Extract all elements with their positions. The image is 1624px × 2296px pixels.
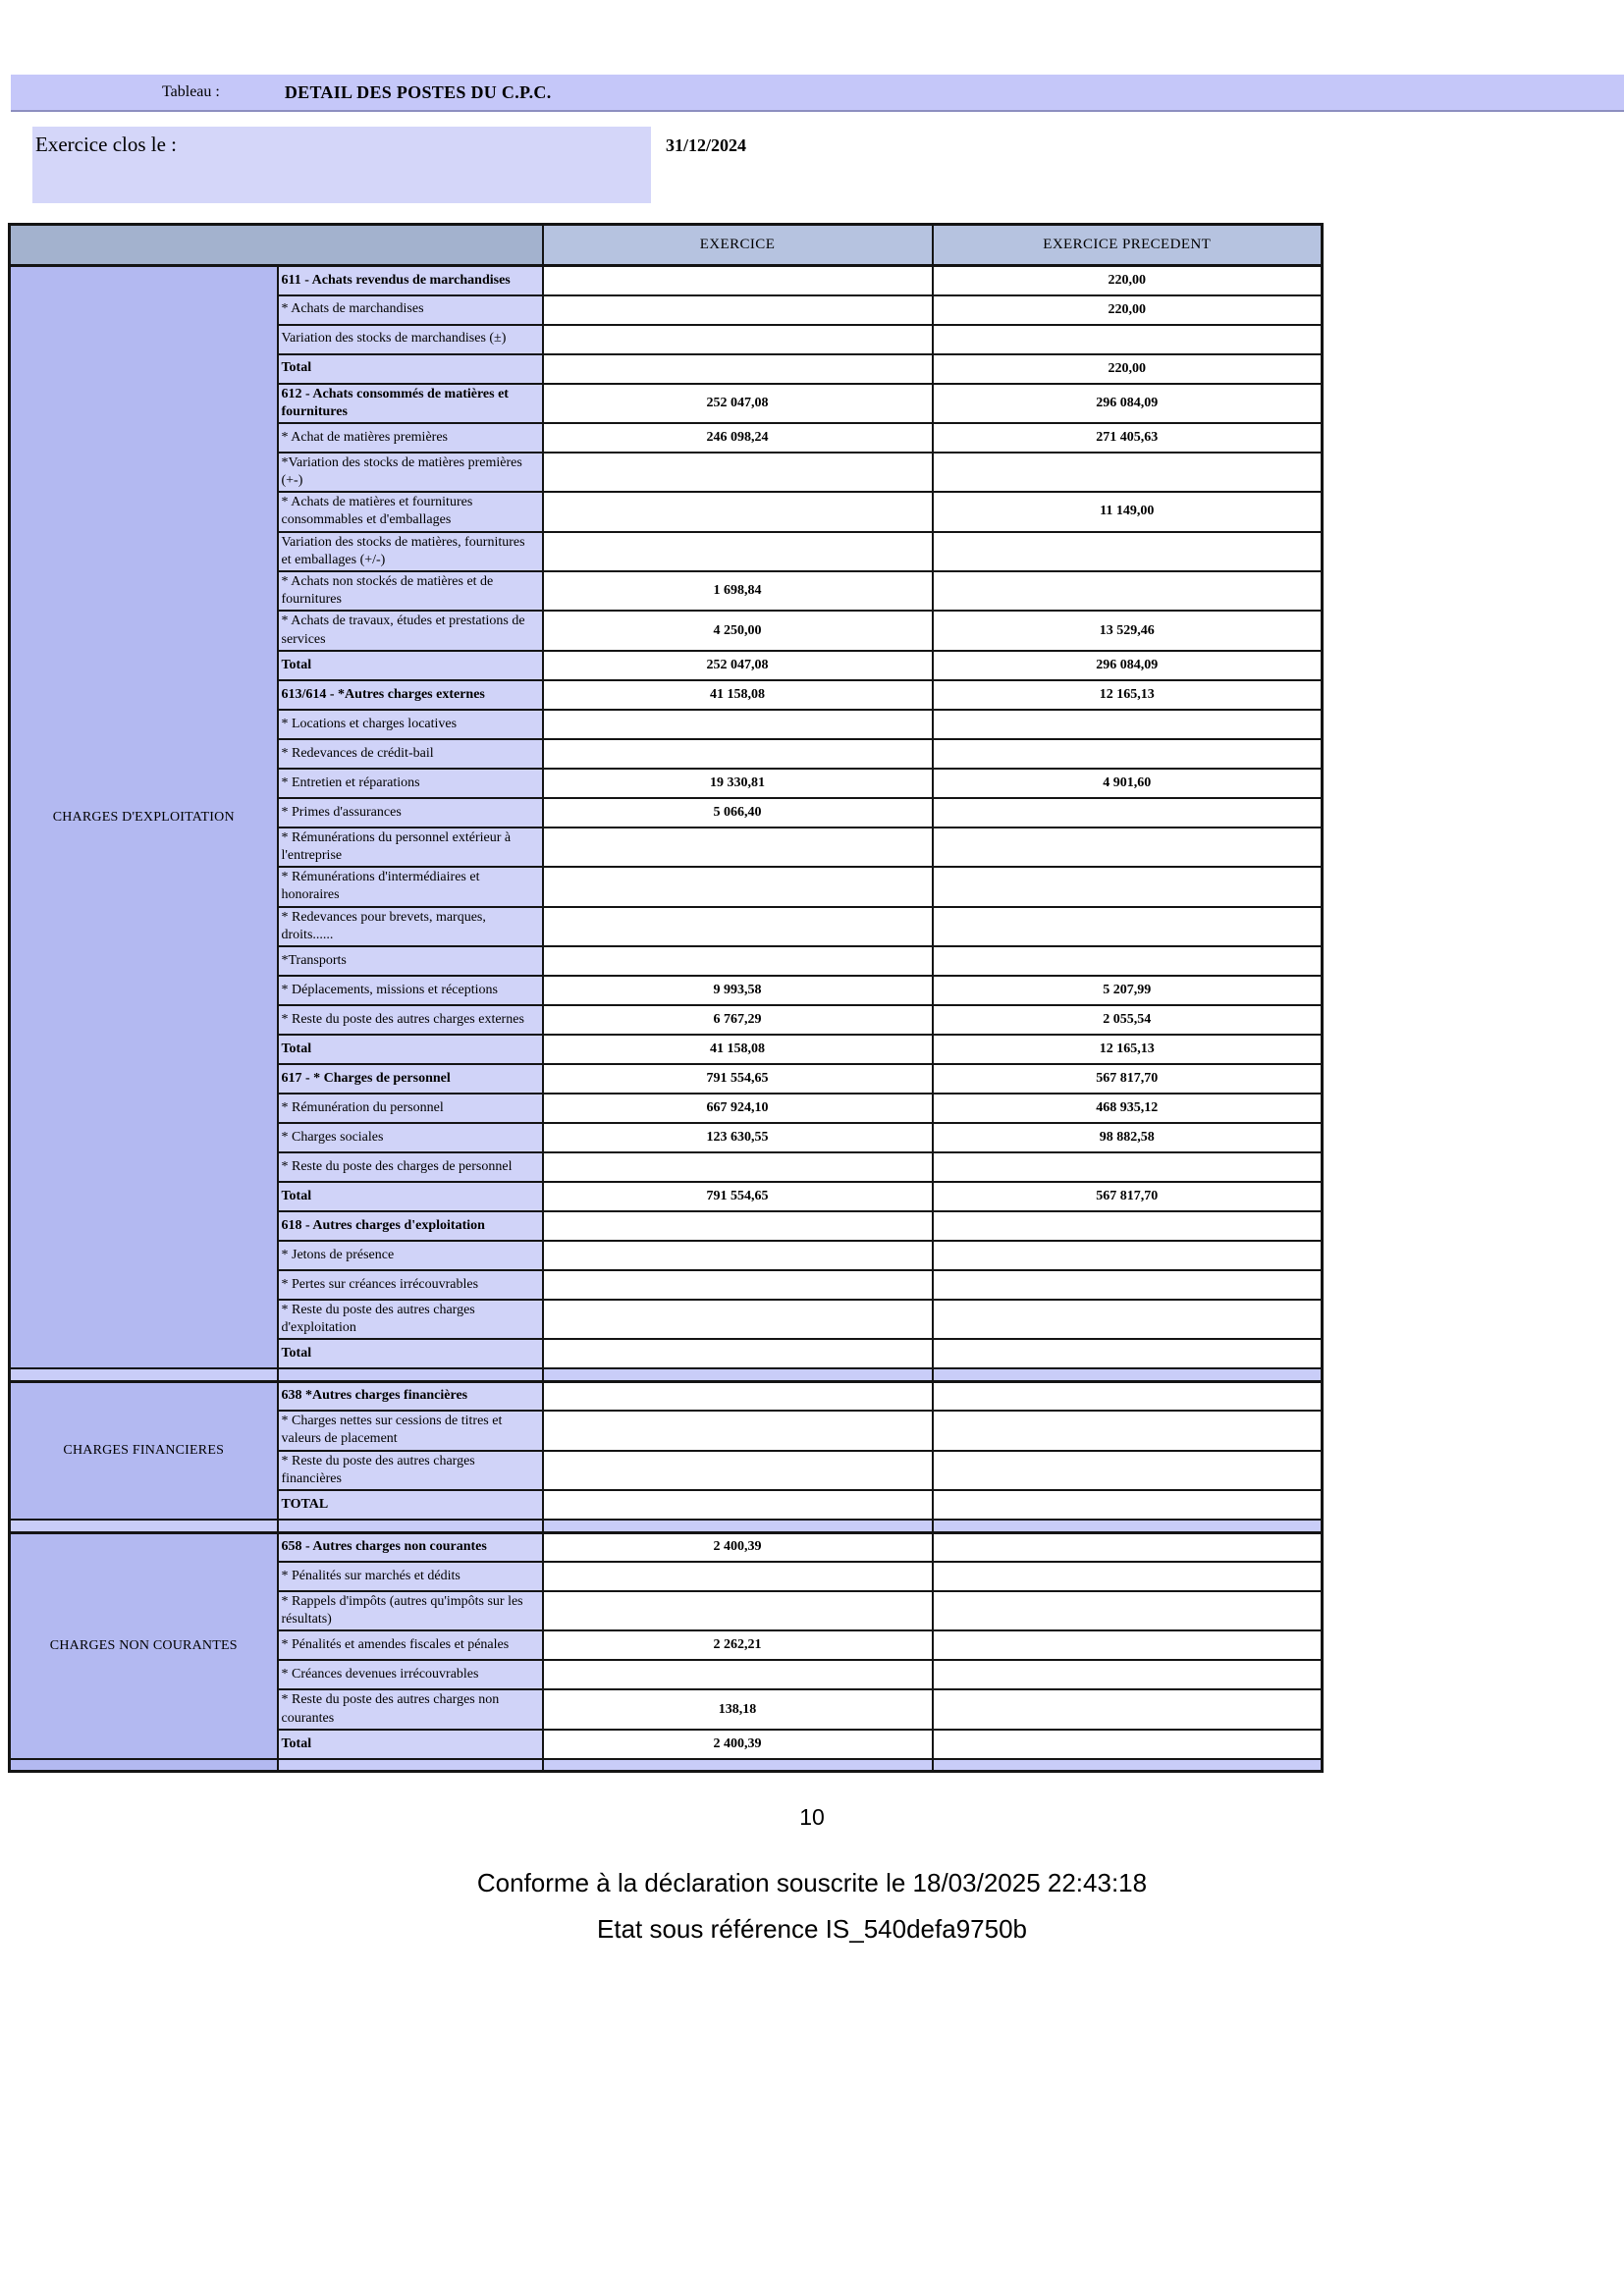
precedent-value-cell: 5 207,99 [933, 976, 1323, 1005]
row-label-cell: * Achats de travaux, études et prestations de services [278, 611, 543, 650]
row-label-cell: * Pénalités et amendes fiscales et pénales [278, 1630, 543, 1660]
precedent-value-cell [933, 453, 1323, 492]
exercice-value-cell [543, 1381, 933, 1411]
exercice-value-cell [543, 946, 933, 976]
exercice-value-cell: 19 330,81 [543, 769, 933, 798]
exercice-value-cell [543, 354, 933, 384]
row-label-cell: * Rémunérations du personnel extérieur à l'entreprise [278, 828, 543, 867]
row-label-cell: Total [278, 1182, 543, 1211]
row-label-cell: * Achats de marchandises [278, 295, 543, 325]
row-label-cell: 611 - Achats revendus de marchandises [278, 266, 543, 295]
exercice-value-cell: 123 630,55 [543, 1123, 933, 1152]
precedent-value-cell [933, 739, 1323, 769]
precedent-value-cell [933, 828, 1323, 867]
exercice-value-cell [543, 1591, 933, 1630]
exercice-value-cell: 791 554,65 [543, 1182, 933, 1211]
exercice-value-cell: 2 400,39 [543, 1730, 933, 1759]
row-label-cell: * Rémunération du personnel [278, 1094, 543, 1123]
spacer-cell [933, 1368, 1323, 1381]
precedent-value-cell: 296 084,09 [933, 384, 1323, 423]
spacer-cell [543, 1368, 933, 1381]
exercice-value-cell [543, 1562, 933, 1591]
tableau-label: Tableau : [162, 83, 220, 100]
table-body [10, 266, 1323, 1772]
row-label-cell: * Reste du poste des autres charges non courantes [278, 1689, 543, 1729]
spacer-row [10, 1520, 1323, 1532]
exercice-value-cell: 5 066,40 [543, 798, 933, 828]
precedent-value-cell: 567 817,70 [933, 1182, 1323, 1211]
precedent-value-cell [933, 1660, 1323, 1689]
spacer-cell [543, 1759, 933, 1772]
precedent-value-cell [933, 1630, 1323, 1660]
precedent-value-cell [933, 1152, 1323, 1182]
precedent-value-cell: 220,00 [933, 354, 1323, 384]
table-header-row [10, 225, 1323, 266]
precedent-value-cell: 11 149,00 [933, 492, 1323, 531]
row-label-cell: 638 *Autres charges financières [278, 1381, 543, 1411]
row-label-cell: * Créances devenues irrécouvrables [278, 1660, 543, 1689]
precedent-value-cell: 220,00 [933, 266, 1323, 295]
row-label-cell: * Charges nettes sur cessions de titres et valeurs de placement [278, 1411, 543, 1450]
row-label-cell: 617 - * Charges de personnel [278, 1064, 543, 1094]
row-label-cell: 658 - Autres charges non courantes [278, 1532, 543, 1562]
page-number: 10 [799, 1804, 825, 1831]
row-label-cell: *Transports [278, 946, 543, 976]
exercice-value-cell: 138,18 [543, 1689, 933, 1729]
precedent-value-cell [933, 946, 1323, 976]
group-label-cell: CHARGES D'EXPLOITATION [10, 266, 278, 1369]
precedent-value-cell: 12 165,13 [933, 680, 1323, 710]
row-label-cell: * Reste du poste des autres charges financières [278, 1451, 543, 1490]
precedent-value-cell [933, 325, 1323, 354]
spacer-cell [10, 1520, 278, 1532]
exercice-value-cell [543, 1300, 933, 1339]
row-label-cell: * Locations et charges locatives [278, 710, 543, 739]
exercice-value-cell [543, 907, 933, 946]
precedent-value-cell [933, 1490, 1323, 1520]
row-label-cell: * Jetons de présence [278, 1241, 543, 1270]
row-label-cell: * Reste du poste des charges de personnel [278, 1152, 543, 1182]
table-row [10, 1532, 1323, 1562]
row-label-cell: * Pénalités sur marchés et dédits [278, 1562, 543, 1591]
exercice-value-cell [543, 266, 933, 295]
exercice-value-cell: 4 250,00 [543, 611, 933, 650]
exercice-date: 31/12/2024 [666, 135, 747, 155]
row-label-cell: * Redevances de crédit-bail [278, 739, 543, 769]
spacer-cell [10, 1368, 278, 1381]
spacer-cell [278, 1759, 543, 1772]
precedent-value-cell [933, 1211, 1323, 1241]
exercice-value-cell: 667 924,10 [543, 1094, 933, 1123]
precedent-value-cell [933, 532, 1323, 571]
row-label-cell: * Pertes sur créances irrécouvrables [278, 1270, 543, 1300]
exercice-value-cell: 41 158,08 [543, 1035, 933, 1064]
exercice-value-cell: 246 098,24 [543, 423, 933, 453]
row-label-cell: * Rappels d'impôts (autres qu'impôts sur les résultats) [278, 1591, 543, 1630]
col-header-exercice: EXERCICE [543, 225, 933, 266]
precedent-value-cell [933, 867, 1323, 906]
exercice-value-cell [543, 325, 933, 354]
row-label-cell: * Reste du poste des autres charges externes [278, 1005, 543, 1035]
spacer-cell [278, 1368, 543, 1381]
exercice-value-cell [543, 828, 933, 867]
precedent-value-cell [933, 1451, 1323, 1490]
row-label-cell: Variation des stocks de matières, fournitures et emballages (+/-) [278, 532, 543, 571]
row-label-cell: * Primes d'assurances [278, 798, 543, 828]
precedent-value-cell [933, 1381, 1323, 1411]
table-row [10, 266, 1323, 295]
row-label-cell: 618 - Autres charges d'exploitation [278, 1211, 543, 1241]
exercice-value-cell [543, 1411, 933, 1450]
row-label-cell: * Charges sociales [278, 1123, 543, 1152]
exercice-section [32, 127, 916, 203]
precedent-value-cell [933, 1591, 1323, 1630]
col-header-exercice-precedent: EXERCICE PRECEDENT [933, 225, 1323, 266]
exercice-clos-box [32, 127, 651, 203]
row-label-cell: * Reste du poste des autres charges d'exploitation [278, 1300, 543, 1339]
precedent-value-cell [933, 1532, 1323, 1562]
spacer-row [10, 1368, 1323, 1381]
exercice-value-cell [543, 739, 933, 769]
row-label-cell: * Rémunérations d'intermédiaires et honoraires [278, 867, 543, 906]
spacer-row [10, 1759, 1323, 1772]
exercice-value-cell [543, 532, 933, 571]
group-label-cell: CHARGES FINANCIERES [10, 1381, 278, 1520]
row-label-cell: Total [278, 1035, 543, 1064]
header-corner-cell [10, 225, 543, 266]
exercice-value-cell [543, 1339, 933, 1368]
row-label-cell: *Variation des stocks de matières premières (+-) [278, 453, 543, 492]
precedent-value-cell [933, 1730, 1323, 1759]
precedent-value-cell: 4 901,60 [933, 769, 1323, 798]
precedent-value-cell: 220,00 [933, 295, 1323, 325]
exercice-value-cell: 2 400,39 [543, 1532, 933, 1562]
cpc-table [8, 223, 1324, 1773]
spacer-cell [933, 1520, 1323, 1532]
precedent-value-cell [933, 710, 1323, 739]
exercice-value-cell [543, 453, 933, 492]
exercice-value-cell [543, 1490, 933, 1520]
document-title: DETAIL DES POSTES DU C.P.C. [284, 81, 552, 102]
row-label-cell: * Achat de matières premières [278, 423, 543, 453]
exercice-value-cell: 252 047,08 [543, 651, 933, 680]
row-label-cell: Total [278, 1339, 543, 1368]
precedent-value-cell [933, 1411, 1323, 1450]
exercice-value-cell: 791 554,65 [543, 1064, 933, 1094]
exercice-value-cell [543, 492, 933, 531]
table-header [10, 225, 1323, 266]
title-bar [11, 75, 1624, 112]
precedent-value-cell: 2 055,54 [933, 1005, 1323, 1035]
table-row [10, 1381, 1323, 1411]
exercice-value-cell [543, 295, 933, 325]
row-label-cell: 612 - Achats consommés de matières et fournitures [278, 384, 543, 423]
spacer-cell [933, 1759, 1323, 1772]
page-footer [0, 1804, 1624, 1945]
spacer-cell [543, 1520, 933, 1532]
precedent-value-cell: 296 084,09 [933, 651, 1323, 680]
precedent-value-cell: 98 882,58 [933, 1123, 1323, 1152]
exercice-value-cell [543, 1270, 933, 1300]
exercice-value-cell [543, 1211, 933, 1241]
row-label-cell: * Achats de matières et fournitures consommables et d'emballages [278, 492, 543, 531]
precedent-value-cell: 271 405,63 [933, 423, 1323, 453]
group-label-cell: CHARGES NON COURANTES [10, 1532, 278, 1759]
exercice-value-cell [543, 867, 933, 906]
exercice-value-cell: 6 767,29 [543, 1005, 933, 1035]
precedent-value-cell [933, 1241, 1323, 1270]
exercice-value-cell [543, 710, 933, 739]
precedent-value-cell [933, 1270, 1323, 1300]
exercice-value-cell [543, 1660, 933, 1689]
precedent-value-cell [933, 798, 1323, 828]
exercice-value-cell: 9 993,58 [543, 976, 933, 1005]
exercice-value-cell: 41 158,08 [543, 680, 933, 710]
row-label-cell: Total [278, 651, 543, 680]
exercice-value-cell [543, 1451, 933, 1490]
row-label-cell: * Entretien et réparations [278, 769, 543, 798]
exercice-clos-label: Exercice clos le : [35, 133, 178, 156]
row-label-cell: Total [278, 354, 543, 384]
spacer-cell [278, 1520, 543, 1532]
exercice-value-cell: 1 698,84 [543, 571, 933, 611]
row-label-cell: 613/614 - *Autres charges externes [278, 680, 543, 710]
row-label-cell: * Redevances pour brevets, marques, droits...... [278, 907, 543, 946]
row-label-cell: Total [278, 1730, 543, 1759]
precedent-value-cell: 13 529,46 [933, 611, 1323, 650]
precedent-value-cell: 567 817,70 [933, 1064, 1323, 1094]
spacer-cell [10, 1759, 278, 1772]
exercice-value-cell: 252 047,08 [543, 384, 933, 423]
footer-reference-line: Etat sous référence IS_540defa9750b [597, 1914, 1027, 1945]
exercice-value-cell [543, 1152, 933, 1182]
row-label-cell: * Achats non stockés de matières et de fournitures [278, 571, 543, 611]
row-label-cell: Variation des stocks de marchandises (±) [278, 325, 543, 354]
precedent-value-cell [933, 571, 1323, 611]
precedent-value-cell [933, 1562, 1323, 1591]
precedent-value-cell [933, 1689, 1323, 1729]
precedent-value-cell [933, 907, 1323, 946]
exercice-value-cell [543, 1241, 933, 1270]
footer-conformity-line: Conforme à la déclaration souscrite le 18/03/2025 22:43:18 [476, 1868, 1148, 1898]
row-label-cell: * Déplacements, missions et réceptions [278, 976, 543, 1005]
precedent-value-cell [933, 1300, 1323, 1339]
precedent-value-cell: 12 165,13 [933, 1035, 1323, 1064]
precedent-value-cell [933, 1339, 1323, 1368]
exercice-value-cell: 2 262,21 [543, 1630, 933, 1660]
row-label-cell: TOTAL [278, 1490, 543, 1520]
precedent-value-cell: 468 935,12 [933, 1094, 1323, 1123]
